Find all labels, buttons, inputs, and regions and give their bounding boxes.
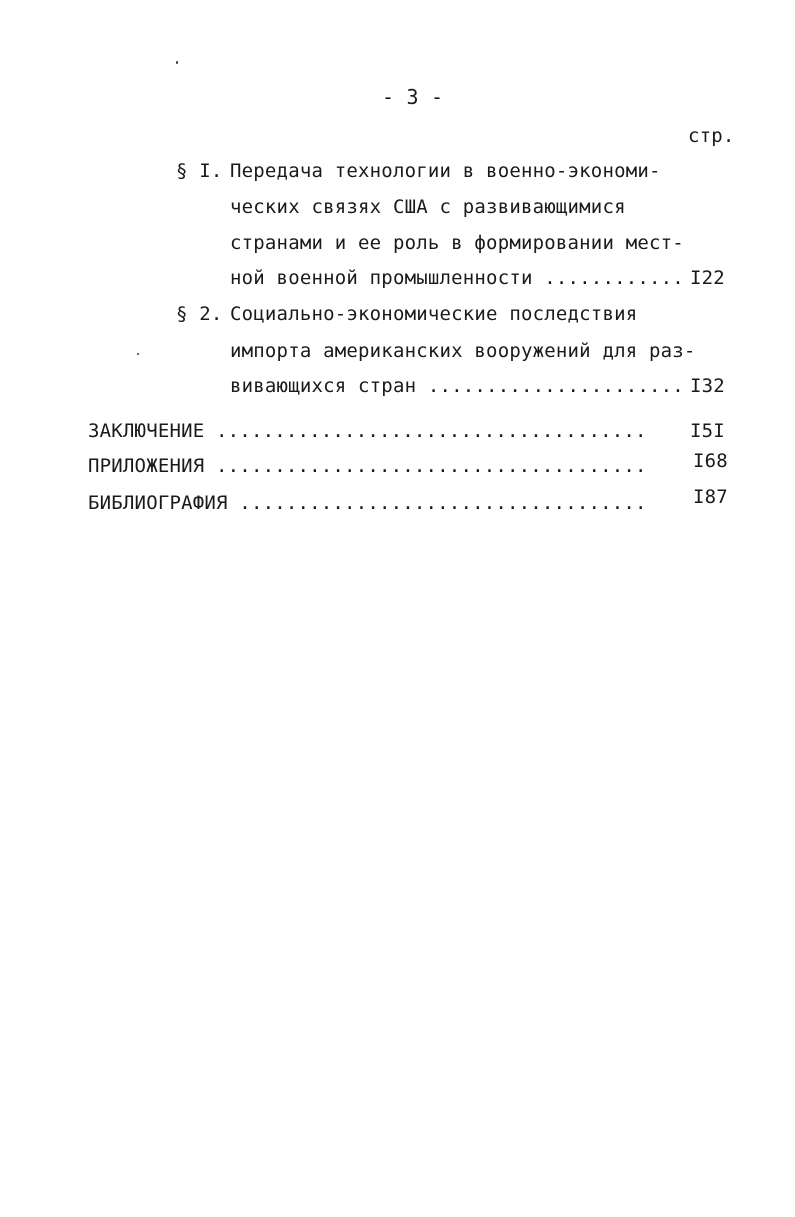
toc-entry-page: I5I: [690, 420, 725, 442]
toc-entry-page: I68: [693, 450, 728, 472]
section-marker: § I.: [176, 160, 223, 182]
section-line: Передача технологии в военно-экономи-: [230, 160, 661, 182]
scan-speck: [137, 353, 139, 355]
toc-entry-label: ПРИЛОЖЕНИЯ .....................................: [88, 455, 647, 477]
section-line: вивающихся стран ......................: [230, 375, 684, 397]
section-line: ческих связях США с развивающимися: [230, 196, 626, 218]
toc-entry-label: БИБЛИОГРАФИЯ ...................................: [88, 492, 647, 514]
page-column-label: стр.: [688, 125, 735, 147]
section-line: ной военной промышленности ............: [230, 267, 684, 289]
section-line: Социально-экономические последствия: [230, 303, 638, 325]
section-line: импорта американских вооружений для раз-: [230, 340, 696, 362]
section-line: странами и ее роль в формировании мест-: [230, 232, 684, 254]
toc-entry-label: ЗАКЛЮЧЕНИЕ .....................................: [88, 420, 647, 442]
section-page-number: I22: [690, 267, 725, 289]
scan-speck: [176, 61, 178, 64]
section-page-number: I32: [690, 375, 725, 397]
section-marker: § 2.: [176, 303, 223, 325]
page-number: - 3 -: [382, 85, 444, 109]
toc-entry-page: I87: [693, 486, 728, 508]
